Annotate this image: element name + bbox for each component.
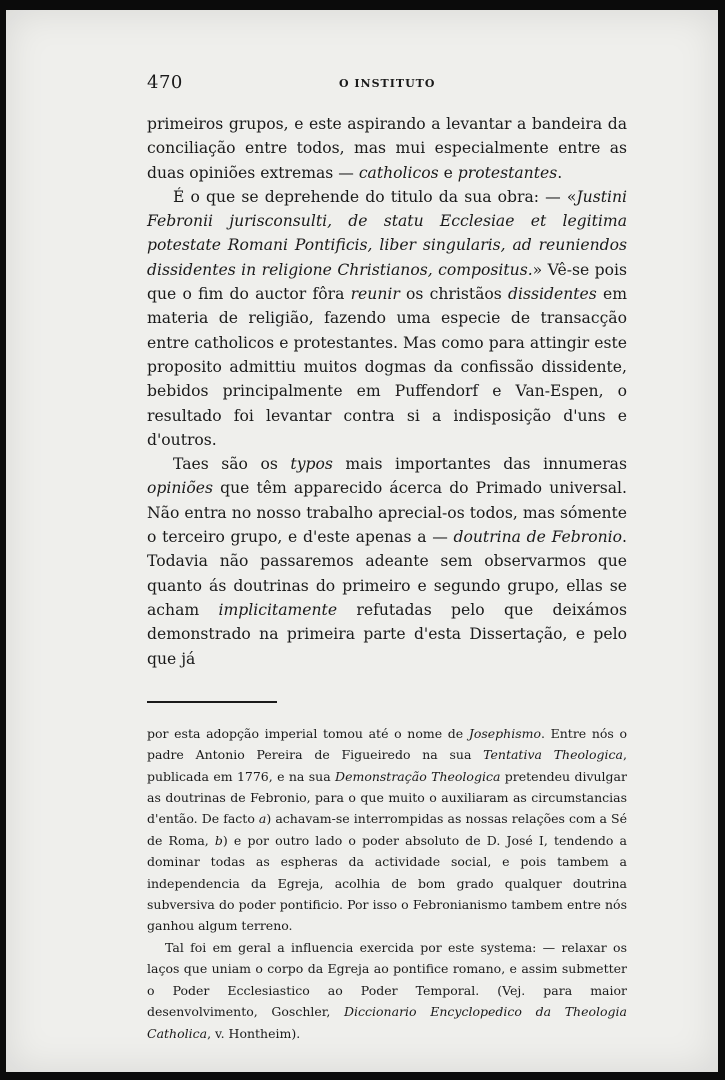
text-run: Taes são os bbox=[173, 455, 291, 474]
text-run: . Entre nós o padre Antonio Pereira de Figueiredo na sua bbox=[147, 725, 628, 763]
text-run: , v. Hontheim). bbox=[207, 1025, 301, 1041]
text-run: e bbox=[438, 163, 458, 182]
main-text bbox=[147, 112, 627, 671]
text-run: mais importantes das innumeras bbox=[332, 455, 627, 474]
italic-run: protestantes bbox=[457, 163, 558, 182]
footnote-continuation bbox=[147, 723, 627, 937]
text-run: . Todavia não passaremos adeante sem observarmos que quanto ás doutrinas do primeiro e segundo grupo, ellas se acham bbox=[147, 528, 627, 619]
footnote-divider bbox=[147, 701, 277, 703]
paragraph-continuation bbox=[147, 112, 627, 185]
italic-run: Demonstração Theologica bbox=[335, 768, 501, 784]
italic-run: b bbox=[214, 832, 223, 848]
italic-run: Josephismo bbox=[468, 725, 542, 741]
page-number: 470 bbox=[147, 72, 183, 93]
italic-run: catholicos bbox=[358, 163, 439, 182]
running-head bbox=[147, 72, 627, 98]
running-title: O INSTITUTO bbox=[339, 77, 436, 90]
italic-run: a bbox=[258, 811, 267, 827]
text-run: por esta adopção imperial tomou até o nome de bbox=[147, 725, 469, 741]
paragraph-febronius-title bbox=[147, 185, 627, 452]
text-run: . bbox=[557, 163, 563, 182]
text-run: ) achavam-se interrompidas as nossas relações com a Sé de Roma, bbox=[147, 811, 627, 848]
book-page bbox=[147, 72, 627, 1044]
italic-run: typos bbox=[290, 455, 333, 474]
paragraph-typos bbox=[147, 452, 627, 671]
italic-run: Justini Febronii jurisconsulti, de statu Ecclesiae et legitima potestate Romani Pontificis, liber singularis, ad reuniendos dissidentes in religione Christianos, compositus. bbox=[147, 187, 627, 279]
text-run: primeiros grupos, e este aspirando a levantar a bandeira da conciliação entre todos, mas mui especialmente entre as duas opiniões extremas — bbox=[147, 115, 627, 182]
italic-run: Tentativa Theologica bbox=[483, 747, 624, 763]
text-run: refutadas pelo que deixámos demonstrado na primeira parte d'esta Dissertação, e pelo que já bbox=[147, 600, 627, 668]
italic-run: Diccionario Encyclopedico da Theologia Catholica bbox=[147, 1004, 627, 1041]
footnote-influence bbox=[147, 937, 627, 1044]
italic-run: implicitamente bbox=[218, 600, 338, 619]
text-run: ) e por outro lado o poder absoluto de D. José I, tendendo a dominar todas as espheras da actividade social, e pois tambem a independencia da Egreja, acolhia de bom grado qualquer doutrina subversiva do poder pontificio. Por isso o Febronianismo tambem entre nós ganhou algum terreno. bbox=[147, 832, 628, 934]
italic-run: doutrina de Febronio bbox=[453, 528, 623, 547]
italic-run: reunir bbox=[350, 285, 400, 304]
italic-run: opiniões bbox=[147, 479, 214, 498]
footnotes bbox=[147, 723, 627, 1044]
text-run: , publicada em 1776, e na sua bbox=[147, 747, 627, 784]
text-run: » Vê-se pois que o fim do auctor fôra bbox=[147, 260, 627, 304]
text-run: em materia de religião, fazendo uma especie de transacção entre catholicos e protestantes. Mas como para attingir este proposito admittiu muitos dogmas da confissão dissidente, bebidos principalmente em Puffendorf e Van-Espen, o resultado foi levantar contra si a indisposição d'uns e d'outros. bbox=[147, 285, 627, 449]
text-run: Tal foi em geral a influencia exercida por este systema: — relaxar os laços que uniam o corpo da Egreja ao pontifice romano, e assim submetter o Poder Ecclesiastico ao Poder Temporal. (Vej. para maior desenvolvimento, Goschler, bbox=[147, 939, 627, 1020]
text-run: pretendeu divulgar as doutrinas de Febronio, para o que muito o auxiliaram as circumstancias d'então. De facto bbox=[147, 768, 627, 827]
text-run: que têm apparecido ácerca do Primado universal. Não entra no nosso trabalho aprecial-os todos, mas sómente o terceiro grupo, e d'este apenas a — bbox=[147, 479, 627, 547]
text-run: os christãos bbox=[399, 285, 509, 304]
italic-run: dissidentes bbox=[508, 285, 597, 304]
text-run: É o que se deprehende do titulo da sua obra: — « bbox=[173, 187, 577, 206]
